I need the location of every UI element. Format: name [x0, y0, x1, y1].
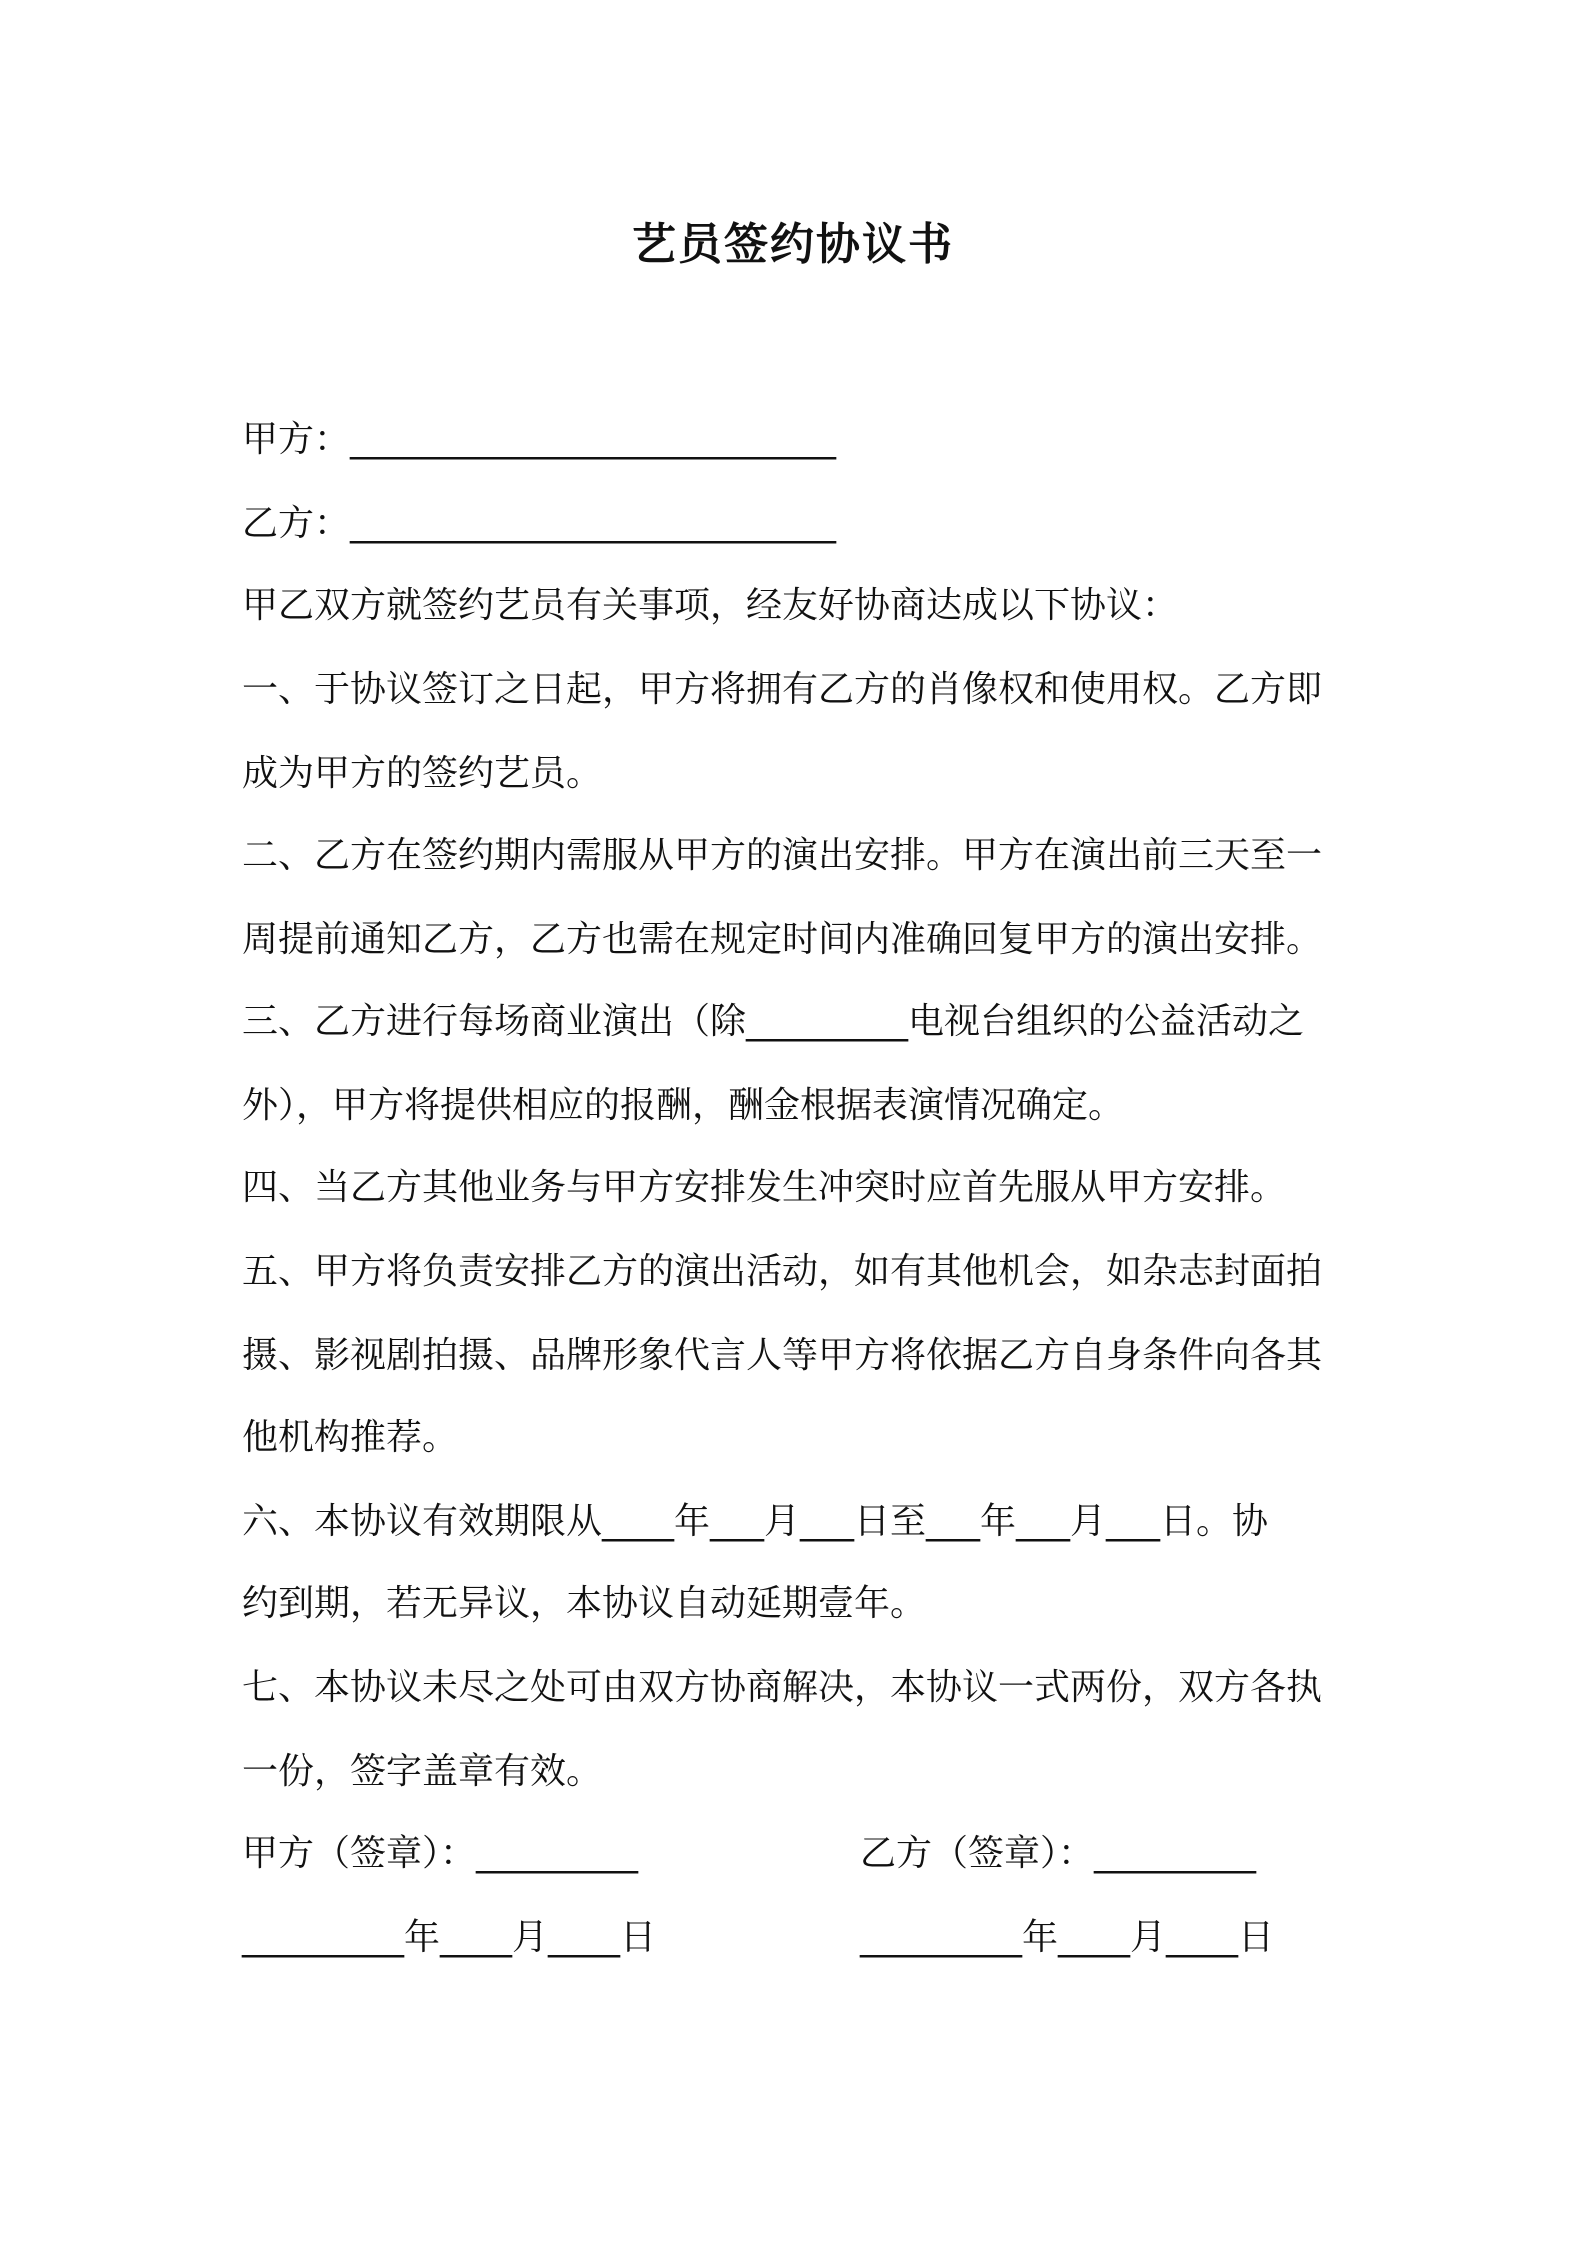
intro-paragraph: 甲乙双方就签约艺员有关事项，经友好协商达成以下协议：: [242, 585, 1179, 626]
party-a-line: 甲方：___________________________: [242, 419, 837, 460]
party-b-line: 乙方：___________________________: [242, 503, 837, 544]
clause-2-line-1: 二、乙方在签约期内需服从甲方的演出安排。甲方在演出前三天至一: [242, 835, 1323, 876]
clause-7-line-2: 一份，签字盖章有效。: [242, 1751, 603, 1792]
clause-5-line-1: 五、甲方将负责安排乙方的演出活动，如有其他机会，如杂志封面拍: [242, 1251, 1323, 1292]
clause-3-line-2: 外），甲方将提供相应的报酬，酬金根据表演情况确定。: [242, 1085, 1125, 1126]
party-a-date-line: _________年____月____日: [242, 1917, 656, 1958]
party-b-date-line: _________年____月____日: [860, 1917, 1274, 1958]
party-b-seal-line: 乙方（签章）：_________: [860, 1833, 1257, 1874]
clause-1-line-2: 成为甲方的签约艺员。: [242, 753, 603, 794]
clause-5-line-2: 摄、影视剧拍摄、品牌形象代言人等甲方将依据乙方自身条件向各其: [242, 1335, 1323, 1376]
clause-7-line-1: 七、本协议未尽之处可由双方协商解决，本协议一式两份，双方各执: [242, 1667, 1323, 1708]
clause-2-line-2: 周提前通知乙方，乙方也需在规定时间内准确回复甲方的演出安排。: [242, 919, 1323, 960]
document-title: 艺员签约协议书: [632, 219, 954, 270]
clause-4-line-1: 四、当乙方其他业务与甲方安排发生冲突时应首先服从甲方安排。: [242, 1167, 1287, 1208]
clause-1-line-1: 一、于协议签订之日起，甲方将拥有乙方的肖像权和使用权。乙方即: [242, 669, 1323, 710]
clause-5-line-3: 他机构推荐。: [242, 1417, 459, 1458]
clause-6-line-2: 约到期，若无异议，本协议自动延期壹年。: [242, 1583, 927, 1624]
clause-3-line-1: 三、乙方进行每场商业演出（除_________电视台组织的公益活动之: [242, 1001, 1305, 1042]
party-a-seal-line: 甲方（签章）：_________: [242, 1833, 639, 1874]
clause-6-line-1: 六、本协议有效期限从____年___月___日至___年___月___日。协: [242, 1501, 1269, 1542]
